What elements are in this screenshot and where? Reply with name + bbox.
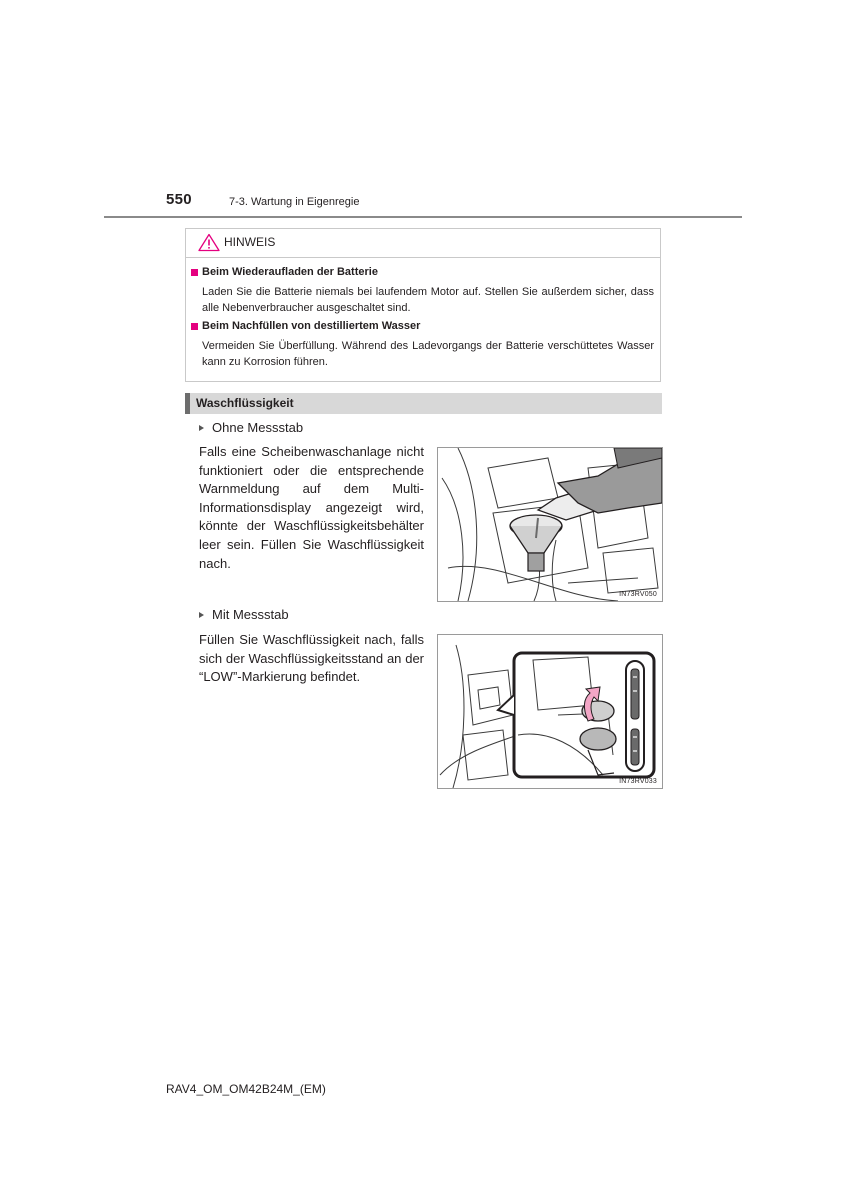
subsection-heading (199, 420, 303, 435)
notice-item (190, 266, 654, 316)
notice-item-heading: Beim Nachfüllen von destilliertem Wasser (202, 320, 421, 332)
section-title: Waschflüssigkeit (196, 396, 294, 410)
triangle-bullet-icon (199, 612, 204, 618)
square-bullet-icon (191, 323, 198, 330)
subsection-heading-text: Mit Messstab (212, 607, 289, 622)
figure-refill-no-dipstick (437, 447, 663, 602)
section-path: 7-3. Wartung in Eigenregie (229, 196, 360, 208)
figure-code: IN73RV033 (619, 778, 657, 785)
subsection-text: Falls eine Scheibenwaschanlage nicht funktioniert oder die entsprechende Warnmeldung auf dem Multi-Informationsdisplay angezeigt wird, könnte der Waschflüssigkeitsbehälter leer sein. Füllen Sie Waschflüssigkeit nach. (199, 444, 424, 571)
notice-box (185, 228, 661, 382)
section-accent (185, 393, 190, 414)
notice-item-text: Laden Sie die Batterie niemals bei laufendem Motor auf. Stellen Sie außerdem sicher, dass alle Nebenverbraucher ausgeschaltet sind. (202, 286, 654, 314)
figure-code: IN73RV050 (619, 591, 657, 598)
square-bullet-icon (191, 269, 198, 276)
triangle-bullet-icon (199, 425, 204, 431)
notice-header (186, 229, 660, 258)
page-number: 550 (166, 191, 192, 208)
section-heading-bar (185, 393, 662, 414)
notice-title: HINWEIS (224, 235, 276, 249)
warning-icon (198, 233, 220, 252)
dipstick-illustration (438, 635, 662, 788)
subsection-heading (199, 607, 289, 622)
notice-item (190, 320, 654, 370)
refill-illustration (438, 448, 662, 601)
notice-item-heading: Beim Wiederaufladen der Batterie (202, 266, 378, 278)
notice-item-text: Vermeiden Sie Überfüllung. Während des Ladevorgangs der Batterie verschüttetes Wasser kann zu Korrosion führen. (202, 340, 654, 368)
header-rule (104, 216, 742, 218)
subsection-text: Füllen Sie Waschflüssigkeit nach, falls sich der Waschflüssigkeitsstand an der “LOW”-Markierung befindet. (199, 632, 424, 685)
subsection-heading-text: Ohne Messstab (212, 420, 304, 435)
figure-refill-with-dipstick (437, 634, 663, 789)
document-id: RAV4_OM_OM42B24M_(EM) (166, 1082, 326, 1096)
